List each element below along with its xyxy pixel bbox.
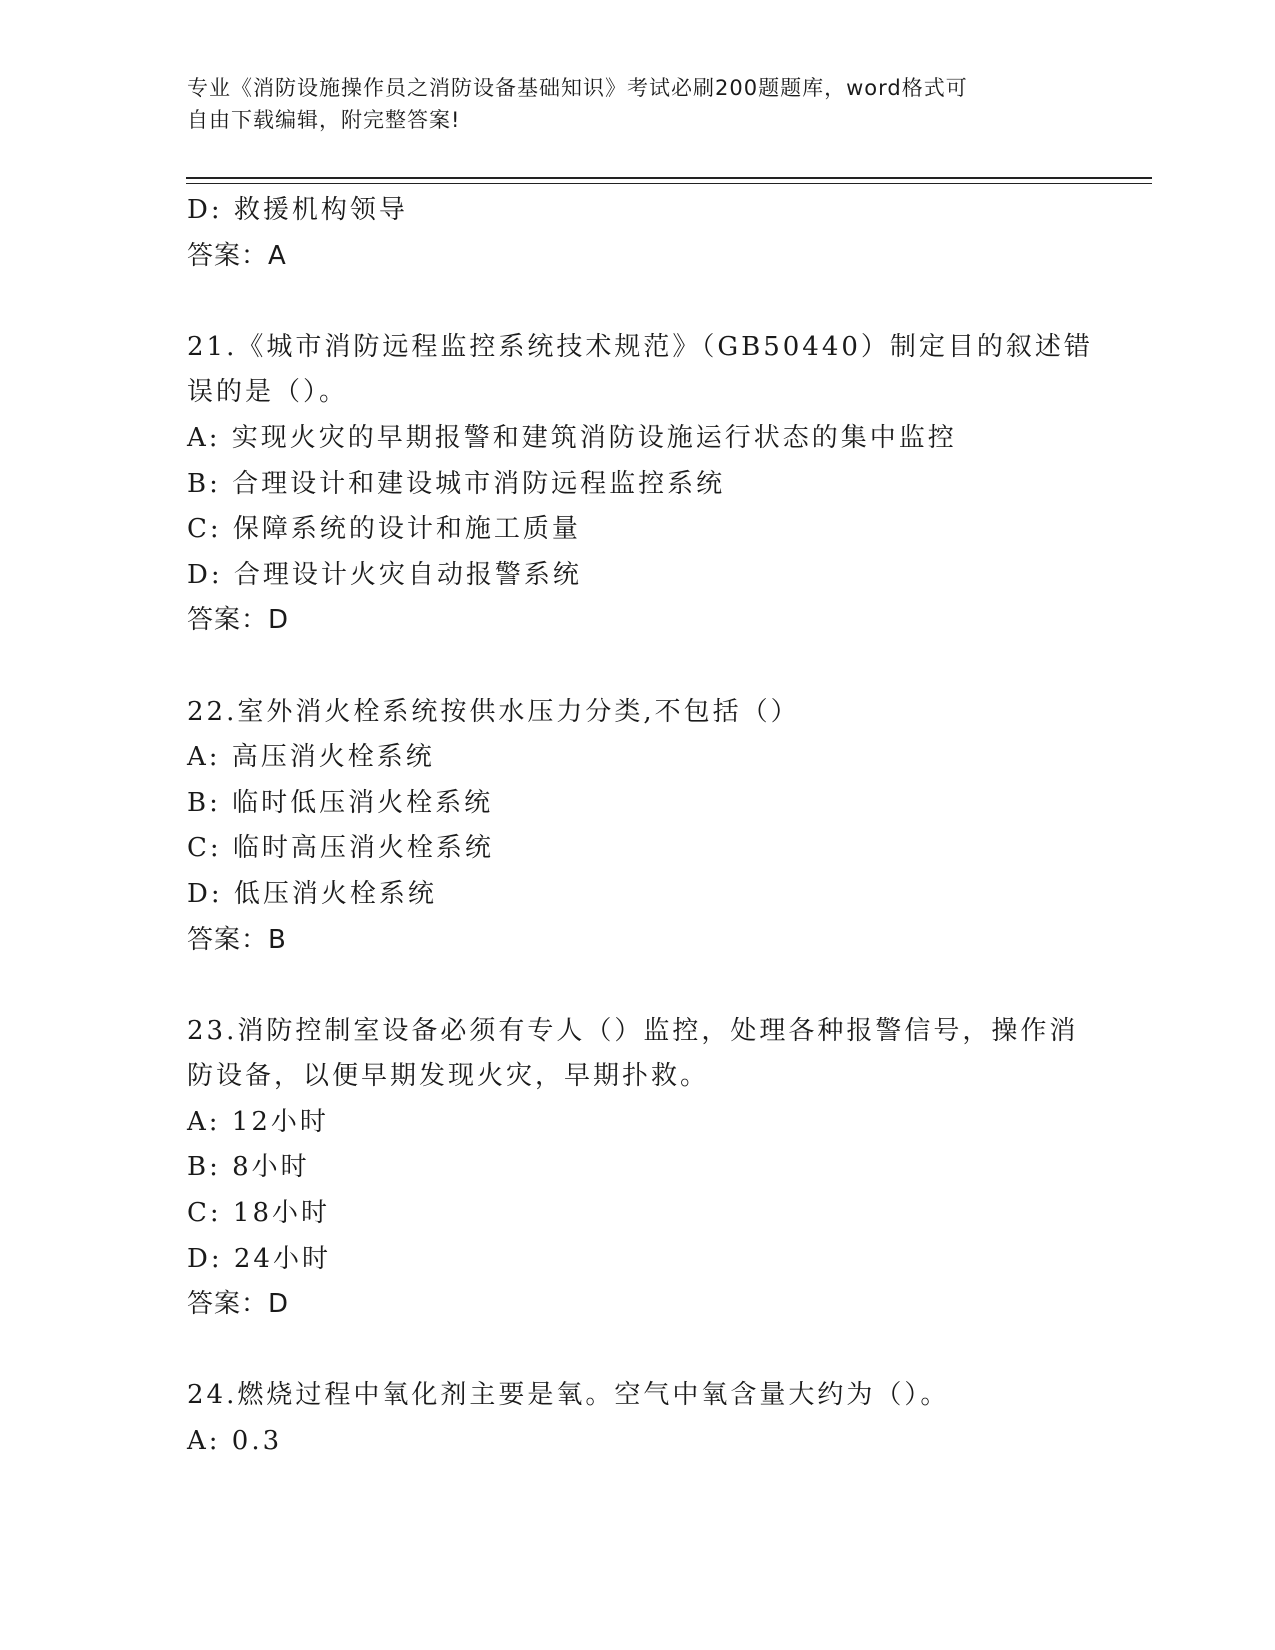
option-a: A: 高压消火栓系统 bbox=[187, 742, 435, 773]
header-divider-thick bbox=[186, 177, 1152, 179]
question-stem-cont: 防设备，以便早期发现火灾，早期扑救。 bbox=[187, 1061, 710, 1092]
question-22 bbox=[187, 690, 1087, 964]
header-line-1: 专业《消防设施操作员之消防设备基础知识》考试必刷200题题库，word格式可 bbox=[187, 76, 968, 100]
option-c: C: 18小时 bbox=[187, 1198, 331, 1229]
question-stem: 24.燃烧过程中氧化剂主要是氧。空气中氧含量大约为（）。 bbox=[187, 1380, 950, 1411]
answer: 答案：D bbox=[187, 1289, 290, 1320]
question-stem: 23.消防控制室设备必须有专人（）监控，处理各种报警信号，操作消 bbox=[187, 1015, 1079, 1046]
answer: 答案：D bbox=[187, 605, 290, 636]
option-d: D: 24小时 bbox=[187, 1243, 331, 1274]
answer: 答案：B bbox=[187, 924, 287, 955]
spacer bbox=[187, 963, 1087, 1009]
option-b: B: 合理设计和建设城市消防远程监控系统 bbox=[187, 468, 726, 499]
option-b: B: 临时低压消火栓系统 bbox=[187, 787, 494, 818]
spacer bbox=[187, 279, 1087, 325]
option-d: D: 低压消火栓系统 bbox=[187, 878, 437, 909]
question-list bbox=[187, 188, 1093, 1465]
question-24 bbox=[187, 1373, 1087, 1464]
prev-answer: 答案：A bbox=[187, 240, 287, 271]
option-d: D: 合理设计火灾自动报警系统 bbox=[187, 559, 582, 590]
option-a: A: 12小时 bbox=[187, 1106, 329, 1137]
question-23 bbox=[187, 1009, 1087, 1328]
question-21 bbox=[187, 325, 1093, 644]
spacer bbox=[187, 1328, 1087, 1374]
option-a: A: 实现火灾的早期报警和建筑消防设施运行状态的集中监控 bbox=[187, 422, 957, 453]
option-c: C: 保障系统的设计和施工质量 bbox=[187, 514, 581, 545]
option-c: C: 临时高压消火栓系统 bbox=[187, 833, 494, 864]
header-line-2: 自由下载编辑，附完整答案! bbox=[187, 108, 461, 132]
option-b: B: 8小时 bbox=[187, 1152, 310, 1183]
header-divider-thin bbox=[186, 183, 1152, 184]
question-stem: 21.《城市消防远程监控系统技术规范》（GB50440）制定目的叙述错 bbox=[187, 331, 1093, 362]
question-stem: 22.室外消火栓系统按供水压力分类,不包括（） bbox=[187, 696, 800, 727]
question-stem-cont: 误的是（）。 bbox=[187, 377, 349, 408]
prev-option-d: D: 救援机构领导 bbox=[187, 195, 408, 225]
option-a: A: 0.3 bbox=[187, 1426, 283, 1457]
spacer bbox=[187, 644, 1087, 690]
document-header bbox=[187, 72, 1067, 136]
